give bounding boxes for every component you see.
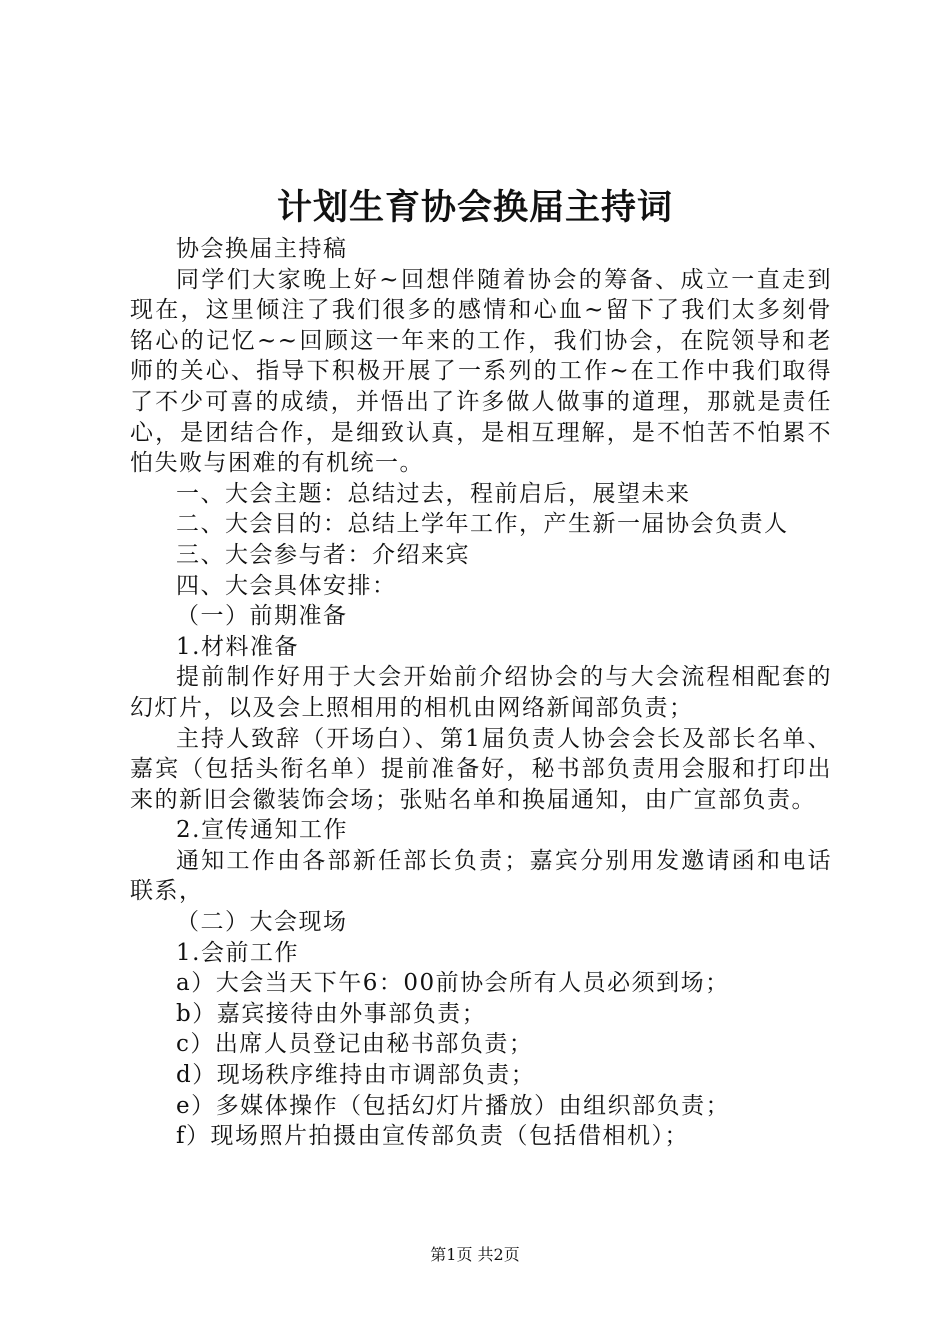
list-item: f）现场照片拍摄由宣传部负责（包括借相机）； [176,1123,690,1150]
list-item: a）大会当天下午6：00前协会所有人员必须到场； [176,970,730,997]
paragraph: 二、大会目的：总结上学年工作，产生新一届协会负责人 [176,511,789,538]
paragraph: 同学们大家晚上好~回想伴随着协会的筹备、成立一直走到现在，这里倾注了我们很多的感情和心血~留下了我们太多刻骨铭心的记忆~~回顾这一年来的工作，我们协会，在院领导和老师的关心、指导下积极开展了一系列的工作~在工作中我们取得了不少可喜的成绩，并悟出了许多做人做事的道理，那就是责任心，是团结合作，是细致认真，是相互理解，是不怕苦不怕累不怕失败与困难的有机统一。 [130,266,832,477]
list-item: e）多媒体操作（包括幻灯片播放）由组织部负责； [176,1092,731,1119]
subsection-heading: 2.宣传通知工作 [176,817,348,844]
paragraph: 协会换届主持稿 [176,236,348,262]
list-item: b）嘉宾接待由外事部负责； [176,1000,487,1027]
subsection-heading: 1.会前工作 [176,939,299,966]
paragraph: 三、大会参与者：介绍来宾 [176,541,470,568]
paragraph: 主持人致辞（开场白）、第1届负责人协会会长及部长名单、嘉宾（包括头衔名单）提前准备好，秘书部负责用会服和打印出来的新旧会徽装饰会场；张贴名单和换届通知，由广宣部负责。 [130,725,832,813]
paragraph: 一、大会主题：总结过去，程前启后，展望未来 [176,480,691,507]
paragraph: 通知工作由各部新任部长负责；嘉宾分别用发邀请函和电话联系， [130,847,832,905]
subsection-heading: 1.材料准备 [176,633,299,660]
page-footer: 第1页 共2页 [430,1245,520,1264]
document-title: 计划生育协会换届主持词 [276,187,673,228]
list-item: c）出席人员登记由秘书部负责； [176,1031,534,1058]
section-heading: （二）大会现场 [176,909,348,936]
paragraph: 提前制作好用于大会开始前介绍协会的与大会流程相配套的幻灯片，以及会上照相用的相机由网络新闻部负责； [130,664,832,721]
paragraph: 四、大会具体安排： [176,572,397,599]
document-body [130,234,832,1152]
list-item: d）现场秩序维持由市调部负责； [176,1062,536,1089]
section-heading: （一）前期准备 [176,603,348,630]
